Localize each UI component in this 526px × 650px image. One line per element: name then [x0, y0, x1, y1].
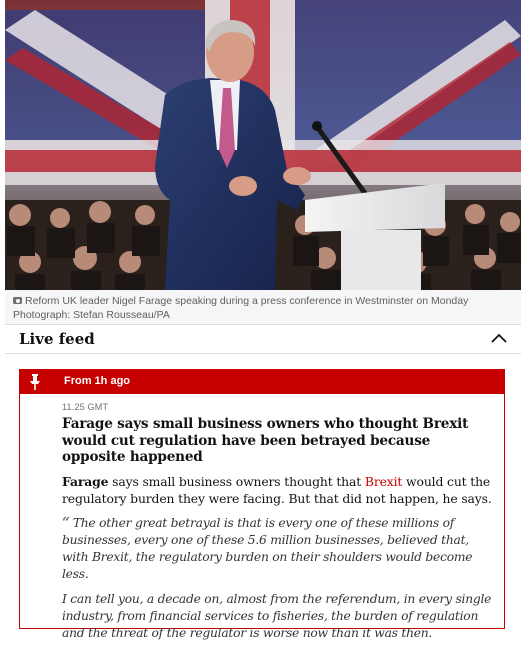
camera-icon — [13, 297, 22, 304]
live-block-body — [62, 402, 492, 650]
article-page — [5, 0, 521, 640]
live-block — [19, 369, 505, 640]
paragraph-text-2: would cut the regulatory burden they were facing. But that did not happen, he says. — [62, 473, 492, 506]
chevron-up-icon[interactable] — [491, 333, 507, 343]
quote-icon: “ — [62, 514, 70, 531]
block-age-label: From 1h ago — [64, 375, 131, 387]
live-feed-header[interactable] — [5, 324, 521, 354]
caption-text: Reform UK leader Nigel Farage speaking during a press conference in Westminster on Monday Photograph: Stefan Rousseau/PA — [13, 295, 469, 321]
photo-caption — [5, 290, 521, 324]
hero-photo[interactable] — [5, 0, 521, 290]
block-quote-1 — [62, 515, 492, 583]
pin-icon — [29, 374, 41, 390]
quote-1-text: The other great betrayal is that is every one of these millions of businesses, every one of these 5.6 million businesses, believed that, with Brexit, the regulatory burden on their shoulders would become less. — [62, 515, 473, 581]
live-feed-title: Live feed — [19, 330, 95, 348]
block-headline: Farage says small business owners who thought Brexit would cut regulation have been betrayed because opposite happened — [62, 416, 469, 465]
live-feed-area — [5, 354, 521, 640]
speaker-name: Farage — [62, 473, 109, 489]
paragraph-text-1: says small business owners thought that — [108, 473, 365, 489]
block-quote-2: I can tell you, a decade on, almost from the referendum, in every single industry, from financial services to fisheries, the burden of regulation and the threat of the regulator is worse now than it was then. — [62, 591, 492, 640]
live-block-bar — [20, 370, 504, 394]
brexit-link[interactable]: Brexit — [364, 473, 403, 489]
block-paragraph — [62, 473, 492, 507]
block-timestamp[interactable]: 11.25 GMT — [62, 402, 109, 412]
photo-illustration — [5, 0, 521, 290]
